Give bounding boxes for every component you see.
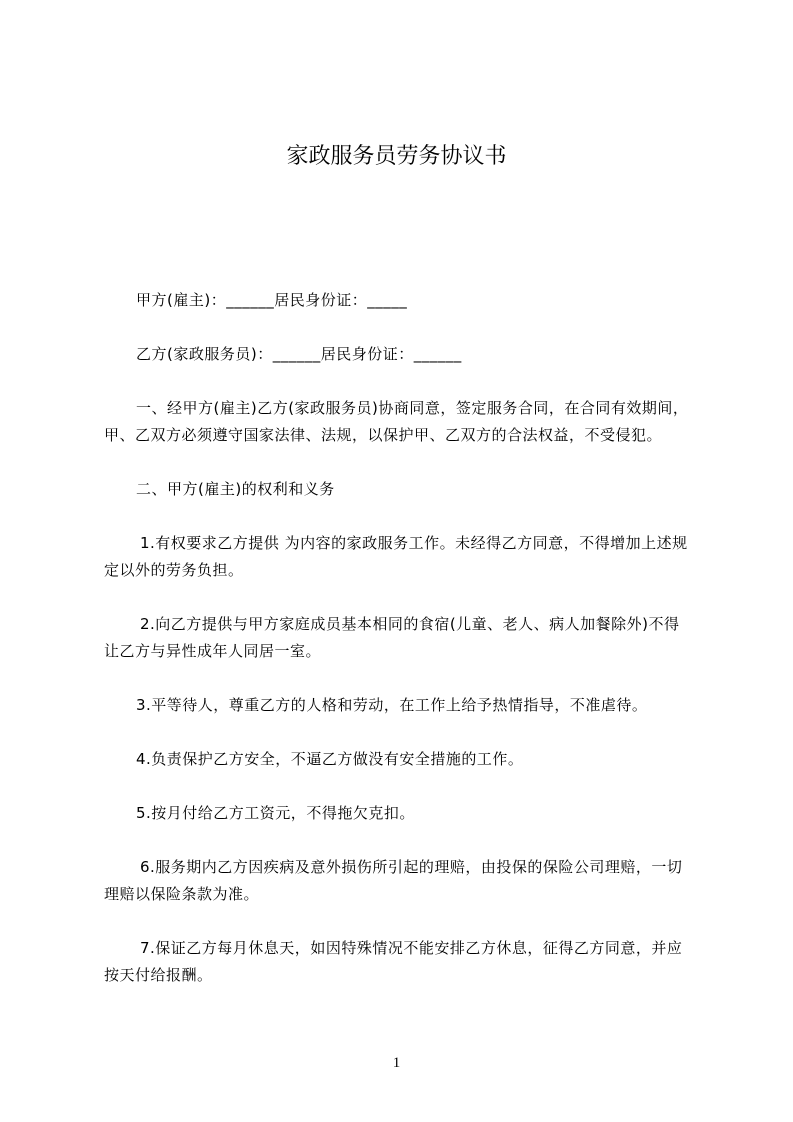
item-2-line1: 2.向乙方提供与甲方家庭成员基本相同的食宿(儿童、老人、病人加餐除外)不得 <box>140 615 680 633</box>
item-6-line2: 理赔以保险条款为准。 <box>104 885 260 903</box>
item-7-line1: 7.保证乙方每月休息天，如因特殊情况不能安排乙方休息，征得乙方同意，并应 <box>140 939 683 957</box>
section1-line1: 一、经甲方(雇主)乙方(家政服务员)协商同意，签定服务合同，在合同有效期间， <box>136 399 689 417</box>
document-title: 家政服务员劳务协议书 <box>286 144 507 169</box>
item-1-line1: 1.有权要求乙方提供 为内容的家政服务工作。未经得乙方同意，不得增加上述规 <box>140 534 688 552</box>
item-4: 4.负责保护乙方安全，不逼乙方做没有安全措施的工作。 <box>136 750 524 768</box>
party-b-line: 乙方(家政服务员)：______居民身份证：______ <box>136 345 462 363</box>
item-6-line1: 6.服务期内乙方因疾病及意外损伤所引起的理赔，由投保的保险公司理赔，一切 <box>140 858 683 876</box>
item-7-line2: 按天付给报酬。 <box>104 966 213 984</box>
party-a-line: 甲方(雇主)：______居民身份证：_____ <box>136 291 408 309</box>
page-number: 1 <box>392 1055 401 1071</box>
section1-line2: 甲、乙双方必须遵守国家法律、法规，以保护甲、乙双方的合法权益，不受侵犯。 <box>104 426 663 444</box>
item-2-line2: 让乙方与异性成年人同居一室。 <box>104 642 322 660</box>
section2-heading: 二、甲方(雇主)的权利和义务 <box>136 480 335 498</box>
item-3: 3.平等待人，尊重乙方的人格和劳动，在工作上给予热情指导，不准虐待。 <box>136 696 648 714</box>
item-5: 5.按月付给乙方工资元，不得拖欠克扣。 <box>136 804 415 822</box>
item-1-line2: 定以外的劳务负担。 <box>104 561 244 579</box>
